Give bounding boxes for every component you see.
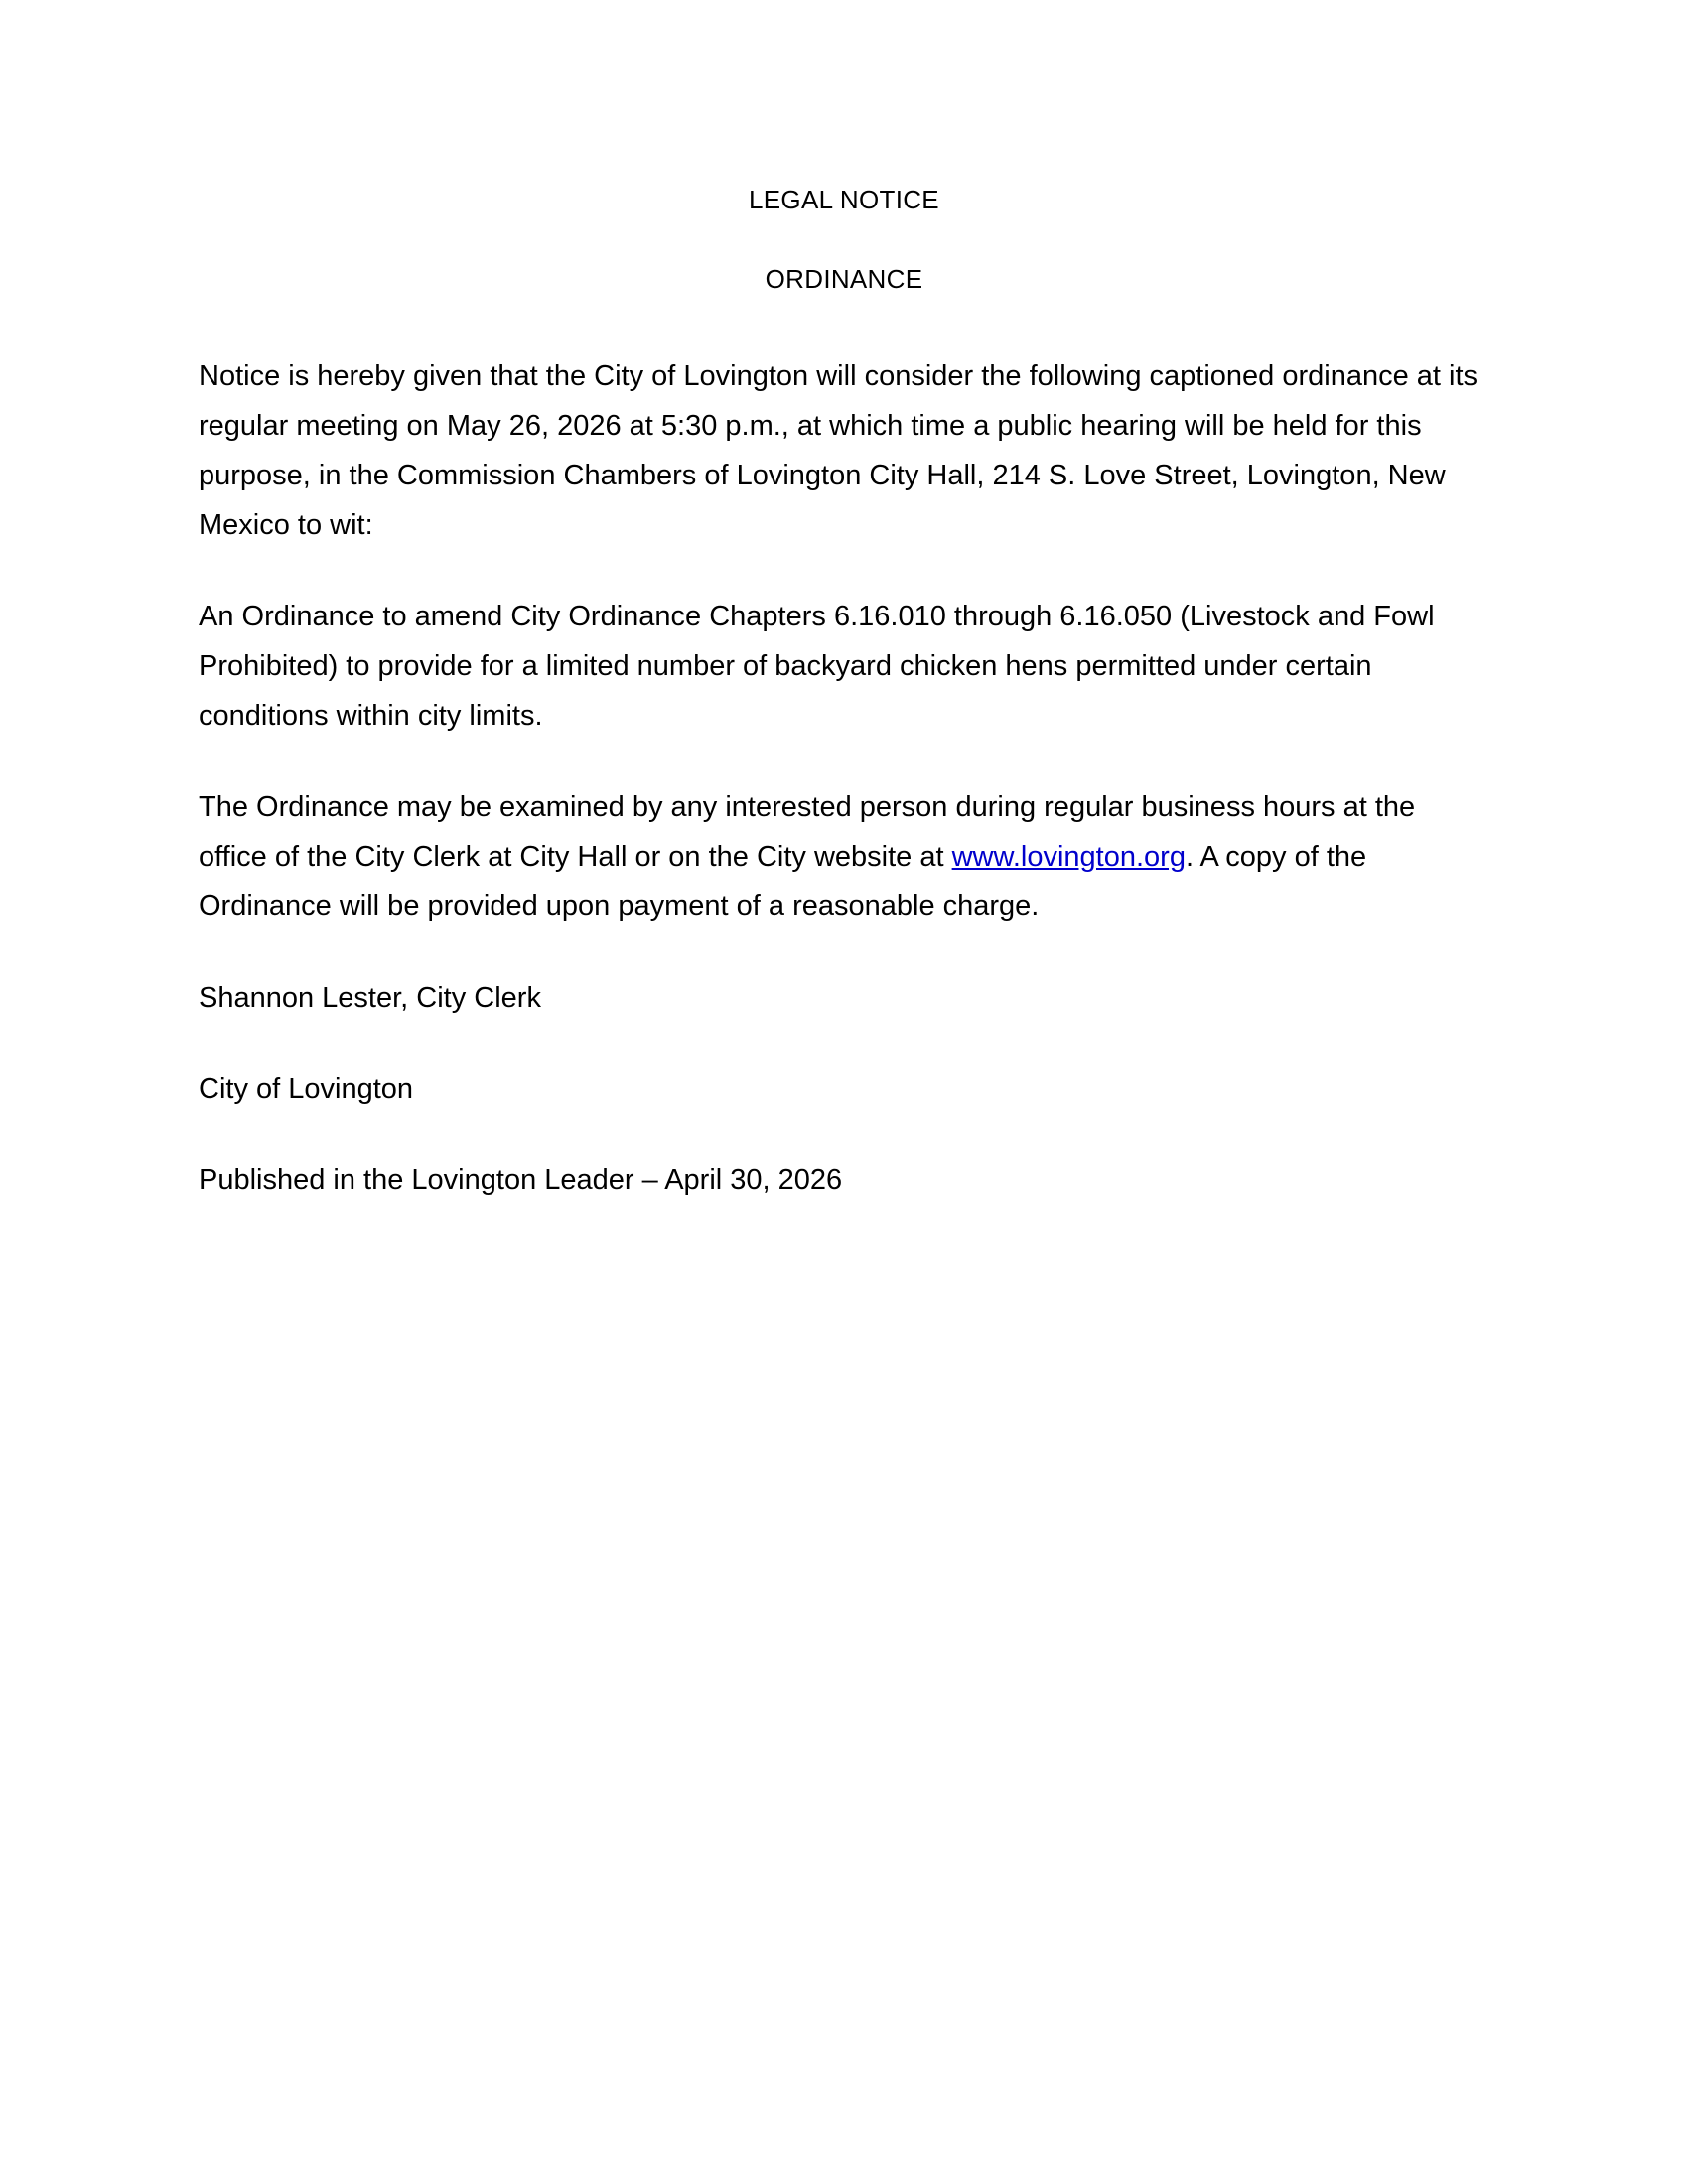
ordinance-summary-paragraph: An Ordinance to amend City Ordinance Chapters 6.16.010 through 6.16.050 (Livestock and Fowl Prohibited) to provide for a limited number of backyard chicken hens permitted under certain conditions within city limits. bbox=[199, 601, 1435, 732]
notice-paragraph: Notice is hereby given that the City of Lovington will consider the following captioned ordinance at its regular meeting on May 26, 2026 at 5:30 p.m., at which time a public hearing will be held for this purpose, in the Commission Chambers of Lovington City Hall, 214 S. Love Street, Lovington, New Mexico to wit: bbox=[199, 360, 1478, 541]
city-website-link[interactable]: www.lovington.org bbox=[951, 841, 1186, 873]
city-name-line: City of Lovington bbox=[199, 1073, 414, 1105]
document-body bbox=[199, 184, 1489, 1205]
examination-text-part2: . A copy of the Ordinance will be provided upon payment of a reasonable charge. bbox=[199, 841, 1367, 922]
page-title: LEGAL NOTICE bbox=[749, 185, 939, 214]
publication-line: Published in the Lovington Leader – April 30, 2026 bbox=[199, 1164, 843, 1196]
document-subtitle: ORDINANCE bbox=[765, 263, 923, 294]
examination-paragraph bbox=[199, 782, 1489, 931]
examination-text-part1: The Ordinance may be examined by any interested person during regular business hours at the office of the City Clerk at City Hall or on the City website at bbox=[199, 791, 1416, 873]
clerk-signature-line: Shannon Lester, City Clerk bbox=[199, 982, 541, 1014]
